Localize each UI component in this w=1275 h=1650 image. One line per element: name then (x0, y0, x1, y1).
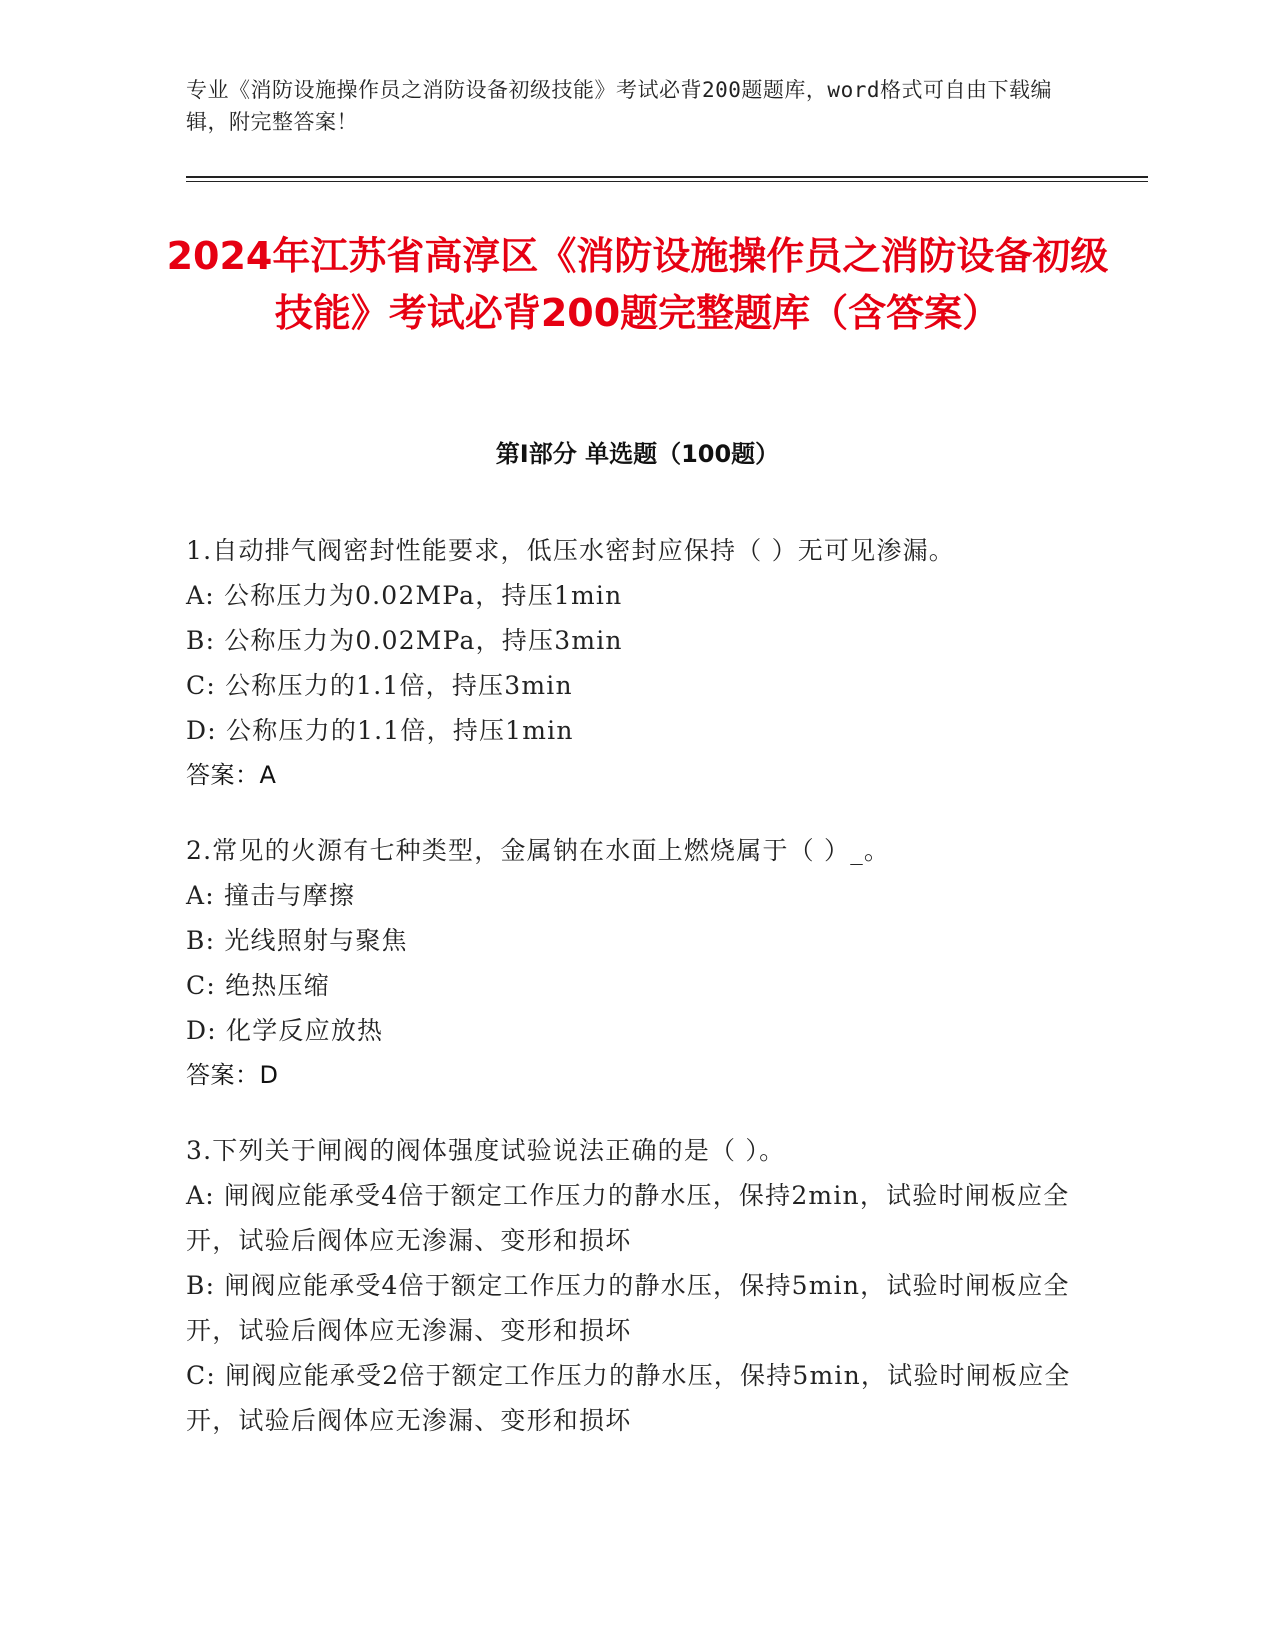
option-a: A: 闸阀应能承受4倍于额定工作压力的静水压，保持2min，试验时闸板应全开，试验后阀体应无渗漏、变形和损坏 (186, 1181, 1070, 1255)
option-b: B: 闸阀应能承受4倍于额定工作压力的静水压，保持5min，试验时闸板应全开，试验后阀体应无渗漏、变形和损坏 (186, 1271, 1070, 1345)
option-c: C: 绝热压缩 (186, 971, 330, 1000)
option-c: C: 公称压力的1.1倍，持压3min (186, 671, 573, 700)
answer: 答案：A (186, 761, 277, 789)
option-d: D: 公称压力的1.1倍，持压1min (186, 716, 574, 745)
question-3 (186, 1128, 1086, 1443)
question-stem: 3.下列关于闸阀的阀体强度试验说法正确的是（ ）。 (186, 1136, 786, 1165)
question-2 (186, 828, 1086, 1098)
option-a: A: 公称压力为0.02MPa，持压1min (186, 581, 623, 610)
option-b: B: 公称压力为0.02MPa，持压3min (186, 626, 623, 655)
header-divider-thin (186, 181, 1148, 182)
option-d: D: 化学反应放热 (186, 1016, 384, 1045)
question-1 (186, 528, 1086, 798)
option-c: C: 闸阀应能承受2倍于额定工作压力的静水压，保持5min，试验时闸板应全开，试验后阀体应无渗漏、变形和损坏 (186, 1361, 1071, 1435)
header-divider-thick (186, 176, 1148, 178)
header-note: 专业《消防设施操作员之消防设备初级技能》考试必背200题题库，word格式可自由下载编辑，附完整答案！ (186, 78, 1052, 134)
option-b: B: 光线照射与聚焦 (186, 926, 408, 955)
question-stem: 2.常见的火源有七种类型，金属钠在水面上燃烧属于（ ）_。 (186, 836, 891, 865)
section-heading: 第Ⅰ部分 单选题（100题） (495, 440, 780, 468)
option-a: A: 撞击与摩擦 (186, 881, 356, 910)
document-title: 2024年江苏省高淳区《消防设施操作员之消防设备初级技能》考试必背200题完整题库（含答案） (166, 234, 1109, 335)
question-stem: 1.自动排气阀密封性能要求，低压水密封应保持（ ）无可见渗漏。 (186, 536, 956, 565)
question-list (186, 528, 1086, 1473)
answer: 答案：D (186, 1061, 279, 1089)
